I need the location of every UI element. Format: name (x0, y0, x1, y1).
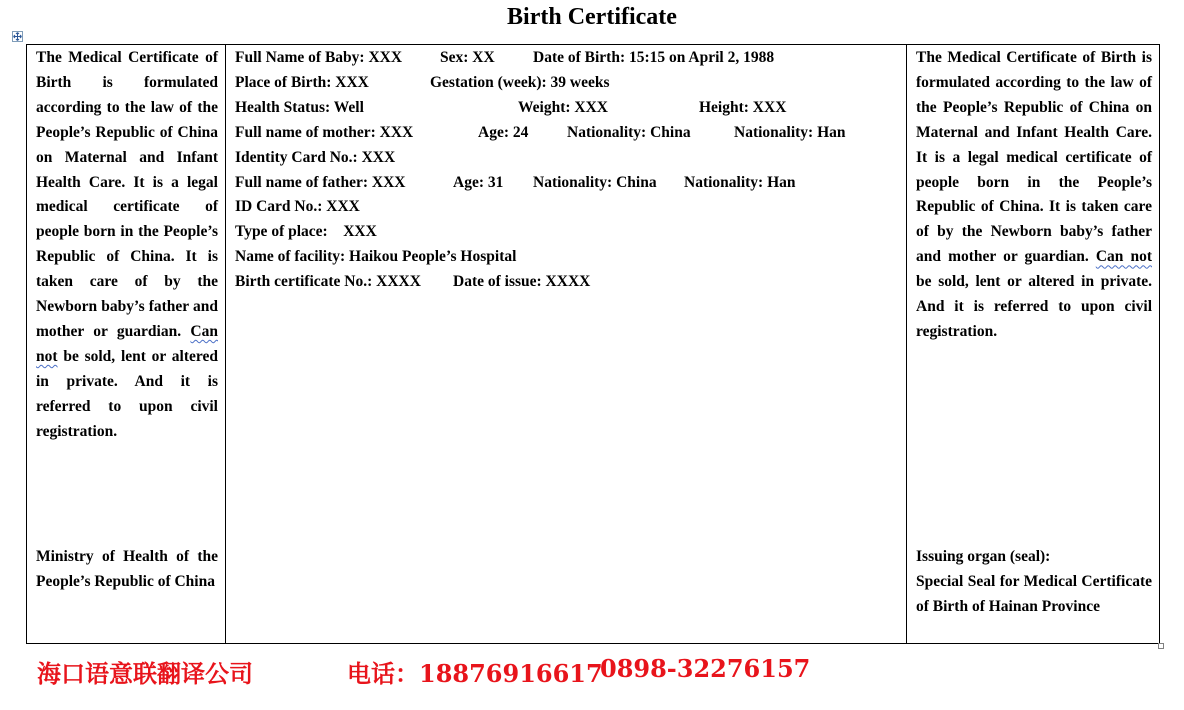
weight: Weight: XXX (518, 98, 608, 116)
type-of-place: Type of place: XXX (235, 223, 377, 241)
date-of-issue: Date of issue: XXXX (453, 273, 591, 291)
height: Height: XXX (699, 98, 787, 116)
certificate-details (226, 45, 906, 295)
footer-company-name: 海口语意联翻译公司 (37, 659, 253, 688)
footer-phone-landline: 0898-32276157 (600, 654, 811, 683)
father-line (235, 171, 906, 196)
issuing-organ-block (916, 545, 1152, 620)
baby-name-line (235, 46, 906, 71)
middle-column (226, 45, 907, 644)
date-of-birth: Date of Birth: 15:15 on April 2, 1988 (533, 49, 775, 66)
father-ethnicity: Nationality: Han (684, 173, 796, 191)
father-id-card-number: ID Card No.: XXX (235, 198, 360, 216)
left-legal-notice: The Medical Certificate of Birth is formulated according to the law of the People’s Republic of China on Maternal and Infant Health Care. It is a legal medical certificate of people born in the People’s Republic of China. It is taken care of by the Newborn baby’s father and mother or guardian. Can not be sold, lent or altered in private. And it is referred to upon civil registration. (36, 49, 219, 440)
place-of-birth-line (235, 71, 906, 96)
gestation: Gestation (week): 39 weeks (430, 73, 610, 91)
right-legal-notice: The Medical Certificate of Birth is formulated according to the law of the People’s Republic of China on Maternal and Infant Health Care. It is a legal medical certificate of people born in the People’s Republic of China. It is taken care of by the Newborn baby’s father and mother or guardian. Can not be sold, lent or altered in private. And it is referred to upon civil registration. (916, 49, 1152, 340)
facility-name: Name of facility: Haikou People’s Hospital (235, 248, 517, 266)
footer-phone: 电话：18876916617 (347, 659, 603, 688)
spellcheck-flagged-word[interactable]: not (36, 347, 58, 365)
right-column (907, 45, 1160, 644)
spellcheck-flagged-word[interactable]: Can (190, 322, 218, 340)
father-nationality: Nationality: China (533, 173, 657, 191)
mother-line (235, 121, 906, 146)
document-title: Birth Certificate (507, 4, 677, 30)
father-age: Age: 31 (453, 173, 504, 191)
sex: Sex: XX (440, 49, 495, 66)
left-column (27, 45, 226, 644)
official-seal-text: Special Seal for Medical Certificate of Birth of Hainan Province (916, 572, 1152, 615)
father-name: Full name of father: XXX (235, 173, 406, 191)
certificate-number-line (235, 270, 906, 295)
mother-nationality: Nationality: China (567, 123, 691, 141)
health-status: Health Status: Well (235, 98, 364, 116)
mother-ethnicity: Nationality: Han (734, 123, 846, 141)
health-line (235, 96, 906, 121)
left-issuer: Ministry of Health of the People’s Republic of China (36, 548, 218, 590)
spellcheck-flagged-word[interactable]: Can not (1095, 248, 1152, 266)
certificate-table (26, 44, 1160, 644)
birth-certificate-number: Birth certificate No.: XXXX (235, 273, 421, 291)
table-move-handle-icon[interactable] (12, 31, 23, 42)
table-resize-handle-icon[interactable] (1158, 643, 1164, 649)
identity-card-number: Identity Card No.: XXX (235, 148, 396, 166)
issuing-organ-label: Issuing organ (seal): (916, 548, 1051, 565)
mother-name: Full name of mother: XXX (235, 123, 414, 141)
place-of-birth: Place of Birth: XXX (235, 73, 369, 91)
mother-age: Age: 24 (478, 123, 529, 141)
baby-name: Full Name of Baby: XXX (235, 49, 403, 66)
